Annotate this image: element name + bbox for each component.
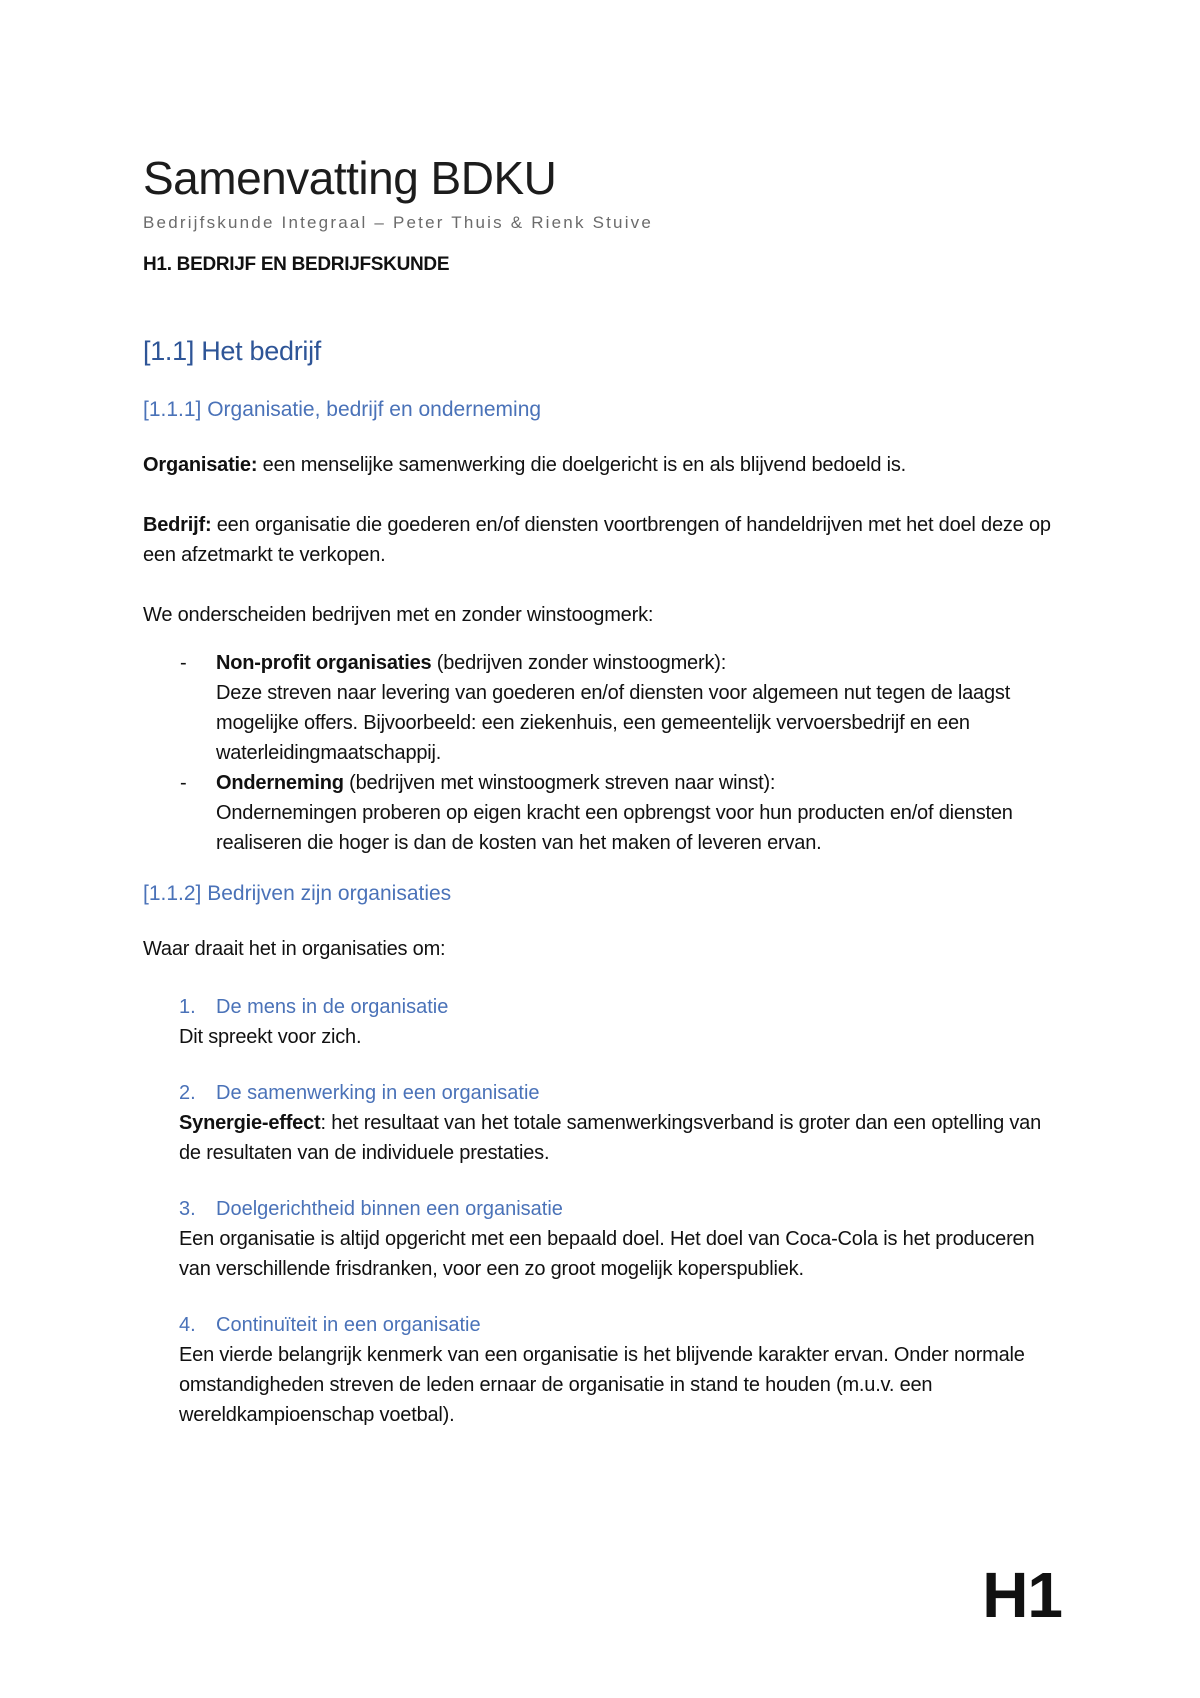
numbered-item	[179, 1194, 1063, 1284]
definition-bedrijf	[143, 510, 1063, 570]
document-subtitle: Bedrijfskunde Integraal – Peter Thuis & Rienk Stuive	[143, 213, 654, 232]
numbered-item	[179, 1078, 1063, 1168]
item-number: 2.	[179, 1082, 196, 1104]
item-number: 4.	[179, 1314, 196, 1336]
item-heading-text: De mens in de organisatie	[216, 996, 449, 1018]
dash-list	[143, 648, 1063, 858]
chapter-heading: H1. BEDRIJF EN BEDRIJFSKUNDE	[143, 254, 450, 275]
item-heading-text: Continuïteit in een organisatie	[216, 1314, 481, 1336]
item-heading-text: De samenwerking in een organisatie	[216, 1082, 540, 1104]
term-bedrijf: Bedrijf:	[143, 514, 212, 536]
list-item-term: Onderneming	[216, 772, 344, 794]
numbered-item-text: Een organisatie is altijd opgericht met een bepaald doel. Het doel van Coca-Cola is het produceren van verschillende frisdranken, voor een zo groot mogelijk koperspubliek.	[179, 1228, 1035, 1280]
document-title: Samenvatting BDKU	[143, 152, 557, 204]
list-item-paren: (bedrijven met winstoogmerk streven naar winst):	[343, 772, 776, 794]
numbered-item	[179, 992, 1063, 1052]
numbered-item-text: Dit spreekt voor zich.	[179, 1026, 362, 1048]
list-item-text: Ondernemingen proberen op eigen kracht een opbrengst voor hun producten en/of diensten realiseren die hoger is dan de kosten van het maken of leveren ervan.	[216, 802, 1013, 854]
numbered-item-heading	[179, 992, 1063, 1022]
numbered-item-heading	[179, 1310, 1063, 1340]
subsection-heading-1-1-2: [1.1.2] Bedrijven zijn organisaties	[143, 882, 452, 905]
chapter-corner-mark: H1	[982, 1559, 1062, 1631]
document-page	[143, 150, 1063, 1430]
subsection-heading-1-1-1: [1.1.1] Organisatie, bedrijf en onderneming	[143, 398, 542, 421]
numbered-item-heading	[179, 1194, 1063, 1224]
definition-text: een menselijke samenwerking die doelgericht is en als blijvend bedoeld is.	[257, 454, 907, 476]
definition-organisatie	[143, 450, 1063, 480]
list-item-text: Deze streven naar levering van goederen en/of diensten voor algemeen nut tegen de laagst mogelijke offers. Bijvoorbeeld: een ziekenhuis, een gemeentelijk vervoersbedrijf en een waterleidingmaatschappij.	[216, 682, 1011, 764]
item-number: 1.	[179, 996, 196, 1018]
numbered-item-text	[179, 1108, 1063, 1168]
numbered-item-text: Een vierde belangrijk kenmerk van een organisatie is het blijvende karakter ervan. Onder normale omstandigheden streven de leden ernaar de organisatie in stand te houden (m.u.v. een wereldkampioenschap voetbal).	[179, 1344, 1025, 1426]
section-heading: [1.1] Het bedrijf	[143, 336, 321, 366]
paragraph-intro-organisaties: Waar draait het in organisaties om:	[143, 938, 446, 960]
list-item-term: Non-profit organisaties	[216, 652, 432, 674]
dash-bullet: -	[180, 772, 187, 794]
paragraph-intro-winstoogmerk: We onderscheiden bedrijven met en zonder winstoogmerk:	[143, 604, 654, 626]
list-item	[143, 768, 1063, 858]
term-organisatie: Organisatie:	[143, 454, 258, 476]
item-heading-text: Doelgerichtheid binnen een organisatie	[216, 1198, 563, 1220]
list-item-paren: (bedrijven zonder winstoogmerk):	[431, 652, 727, 674]
definition-text: een organisatie die goederen en/of diensten voortbrengen of handeldrijven met het doel deze op een afzetmarkt te verkopen.	[143, 514, 1051, 566]
definition-text: : het resultaat van het totale samenwerkingsverband is groter dan een optelling van de resultaten van de individuele prestaties.	[179, 1112, 1042, 1164]
numbered-item-heading	[179, 1078, 1063, 1108]
dash-bullet: -	[180, 652, 187, 674]
numbered-item	[179, 1310, 1063, 1430]
item-number: 3.	[179, 1198, 196, 1220]
list-item	[143, 648, 1063, 768]
term-synergie: Synergie-effect	[179, 1112, 321, 1134]
